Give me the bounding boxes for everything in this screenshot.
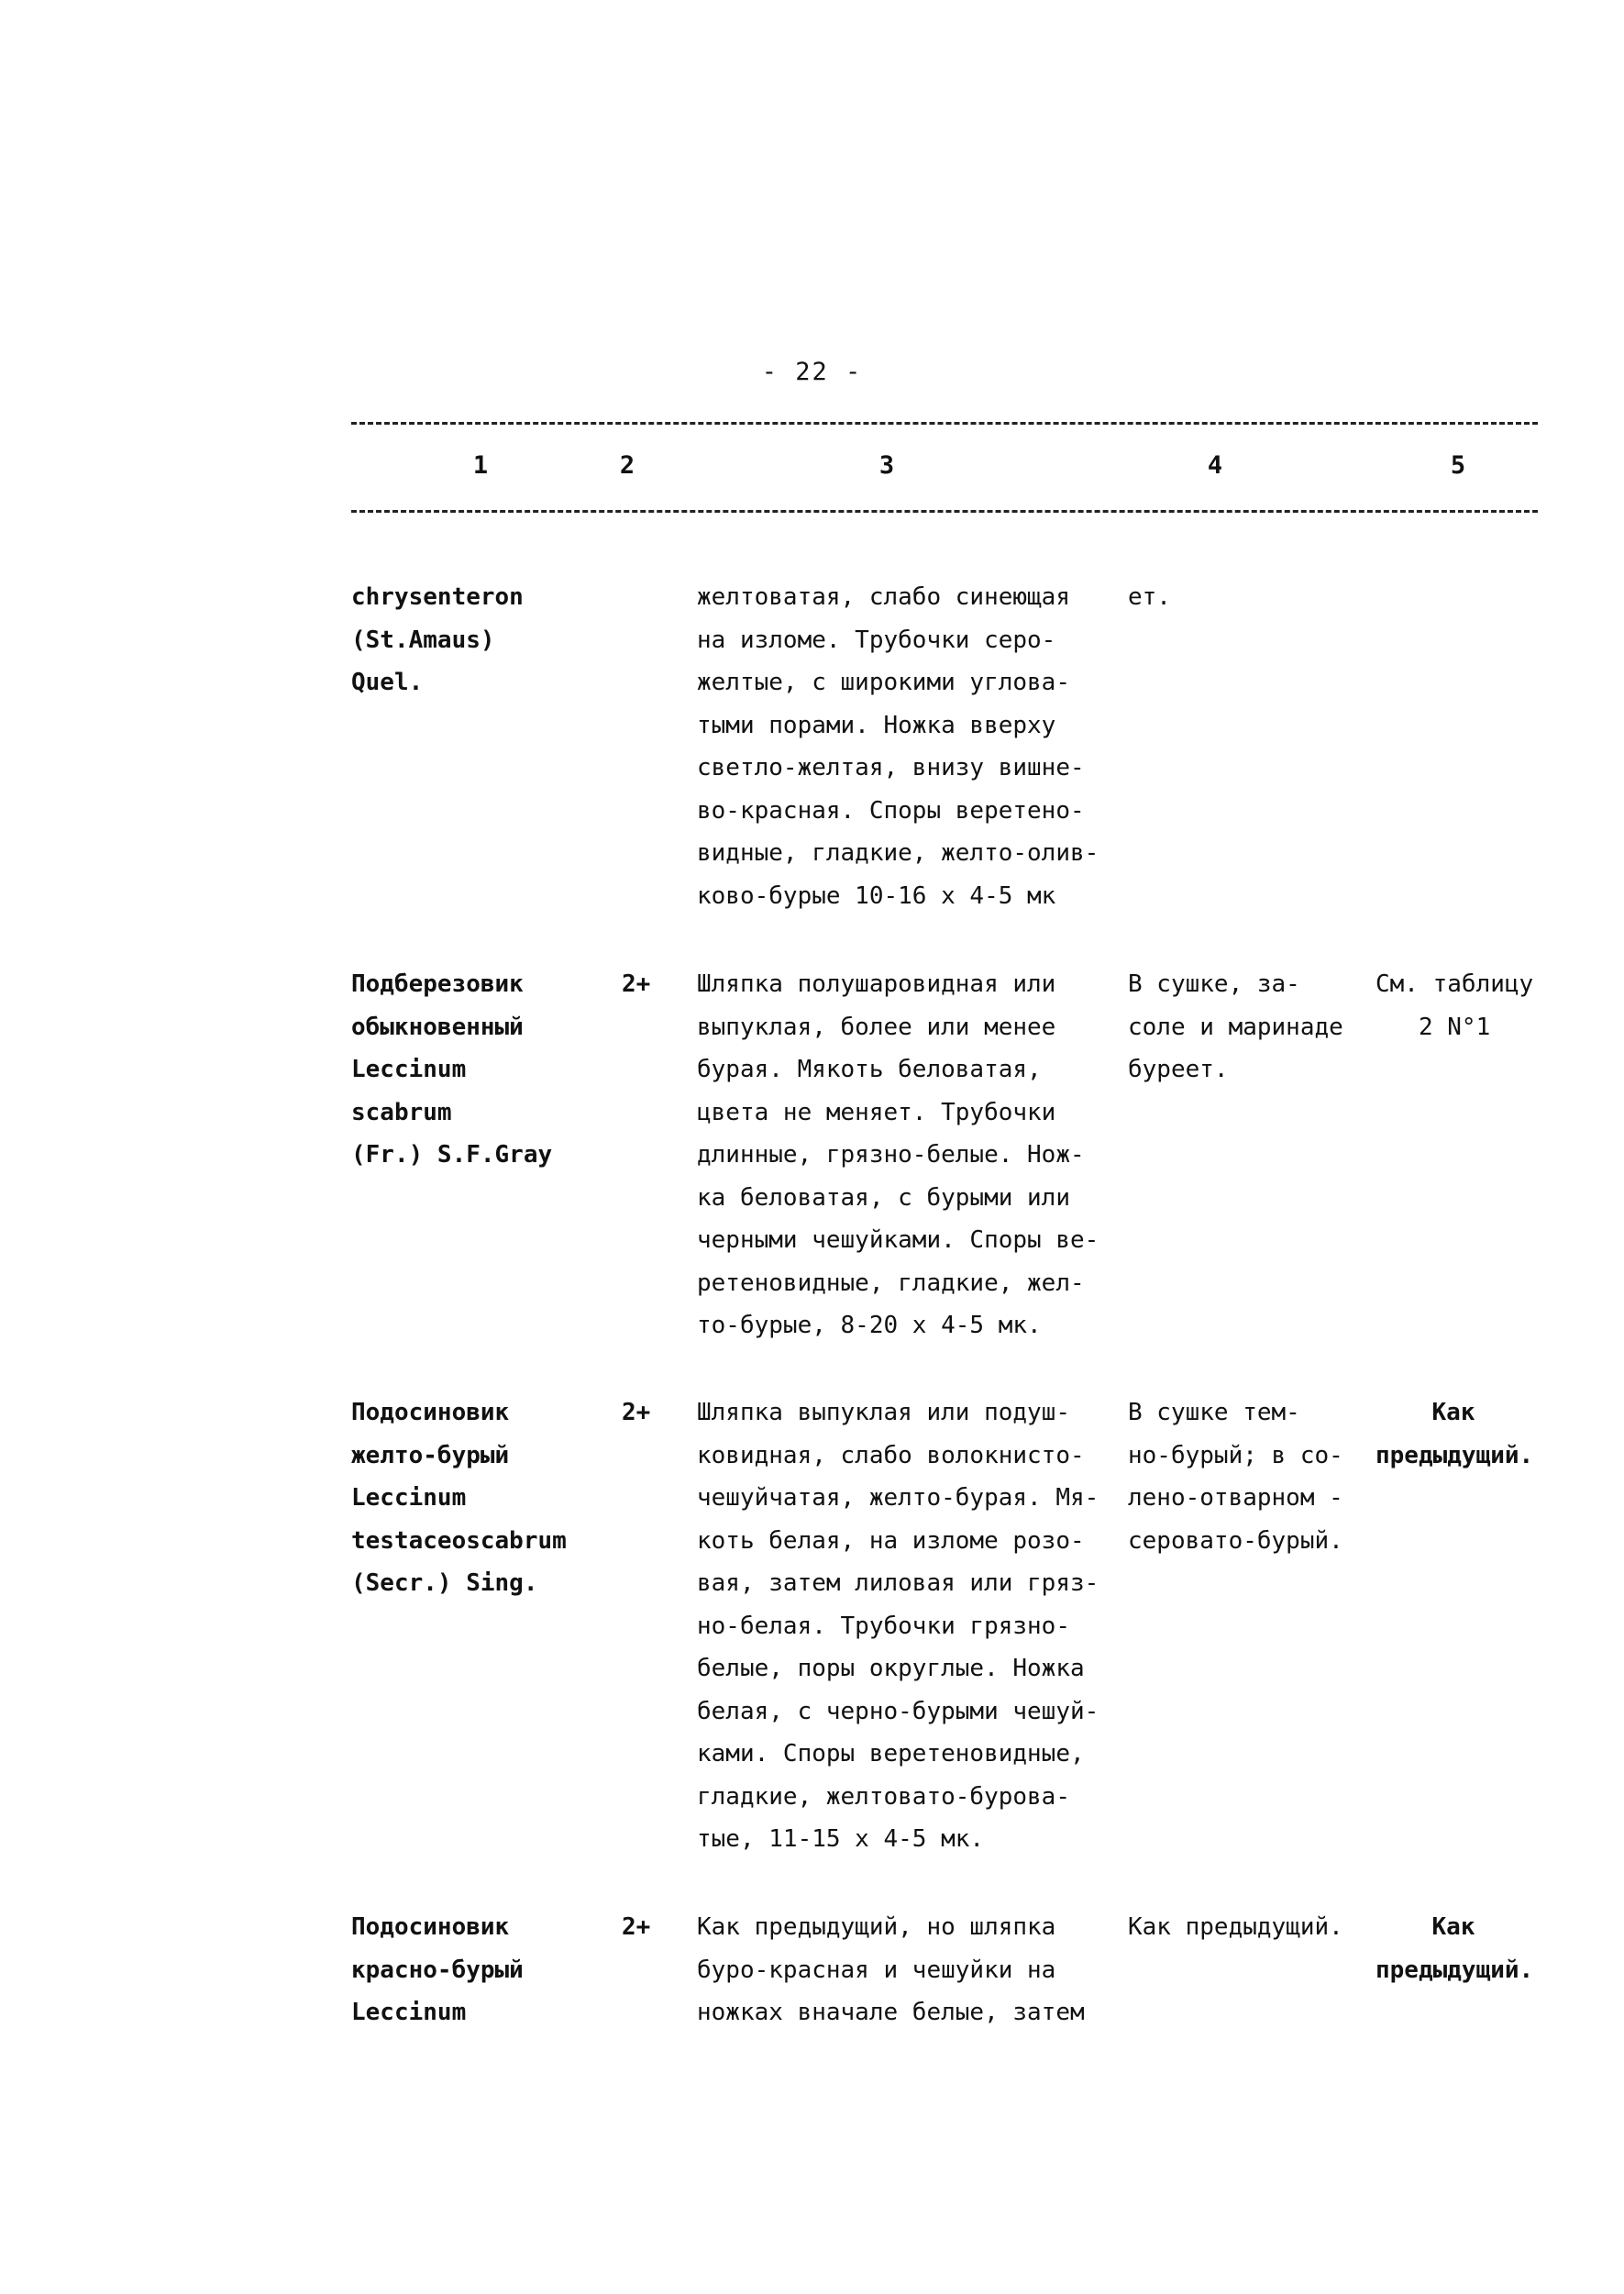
description-cell — [697, 963, 1099, 1347]
reference-line: Как — [1431, 1399, 1475, 1426]
column-header-4: 4 — [1207, 451, 1223, 480]
page-number: - 22 - — [761, 358, 863, 386]
description-line: черными чешуйками. Споры ве- — [697, 1226, 1099, 1254]
description-line: цвета не меняет. Трубочки — [697, 1098, 1056, 1126]
description-line: ка беловатая, с бурыми или — [697, 1183, 1070, 1212]
description-line: но-белая. Трубочки грязно- — [697, 1612, 1070, 1640]
species-name-line: scabrum — [351, 1098, 452, 1126]
description-line: ковидная, слабо волокнисто- — [697, 1441, 1085, 1469]
description-line: то-бурые, 8-20 x 4-5 мк. — [697, 1312, 1042, 1339]
processing-note-line: серовато-бурый. — [1128, 1526, 1343, 1555]
description-line: ножках вначале белые, затем — [697, 1999, 1085, 2026]
reference-line: Как — [1431, 1913, 1475, 1941]
description-line: гладкие, желтовато-бурова- — [697, 1782, 1070, 1811]
species-name-line: красно-бурый — [351, 1956, 524, 1984]
reference-cell — [1375, 1391, 1534, 1477]
description-line: ретеновидные, гладкие, жел- — [697, 1269, 1085, 1297]
description-line: на изломе. Трубочки серо- — [697, 626, 1056, 654]
reference-cell — [1375, 963, 1533, 1048]
species-name-cell — [351, 963, 552, 1177]
description-line: Как предыдущий, но шляпка — [697, 1913, 1056, 1941]
species-name-cell — [351, 576, 524, 704]
processing-note-cell — [1128, 1906, 1343, 1949]
description-line: Шляпка выпуклая или подуш- — [697, 1399, 1070, 1426]
processing-note-line: В сушке, за- — [1128, 970, 1300, 998]
reference-line: предыдущий. — [1375, 1956, 1534, 1984]
species-name-line: testaceoscabrum — [351, 1526, 567, 1555]
processing-note-line: но-бурый; в со- — [1128, 1441, 1343, 1469]
description-line: во-красная. Споры веретено- — [697, 796, 1085, 825]
description-cell — [697, 1391, 1099, 1861]
description-line: вая, затем лиловая или гряз- — [697, 1569, 1099, 1597]
processing-note-line: соле и маринаде — [1128, 1013, 1343, 1041]
category-cell: 2+ — [622, 1913, 651, 1941]
description-cell — [697, 576, 1099, 917]
processing-note-cell — [1128, 576, 1171, 619]
table-header-top-rule — [351, 422, 1538, 425]
species-name-line: (St.Amaus) — [351, 626, 495, 654]
species-name-cell — [351, 1391, 567, 1605]
description-line: тые, 11-15 x 4-5 мк. — [697, 1825, 985, 1853]
description-line: желтоватая, слабо синеющая — [697, 583, 1070, 611]
processing-note-line: Как предыдущий. — [1128, 1913, 1343, 1941]
species-name-line: Подосиновик — [351, 1913, 510, 1941]
category-cell: 2+ — [622, 1399, 651, 1426]
description-line: видные, гладкие, желто-олив- — [697, 839, 1099, 867]
species-name-line: желто-бурый — [351, 1441, 510, 1469]
species-name-line: Leccinum — [351, 1484, 467, 1512]
reference-line: См. таблицу — [1375, 970, 1534, 998]
description-line: чешуйчатая, желто-бурая. Мя- — [697, 1484, 1099, 1512]
processing-note-line: лено-отварном - — [1128, 1484, 1343, 1512]
description-line: светло-желтая, внизу вишне- — [697, 754, 1085, 781]
description-line: белая, с черно-бурыми чешуй- — [697, 1697, 1099, 1725]
description-line: желтые, с широкими углова- — [697, 669, 1070, 696]
species-name-line: (Secr.) Sing. — [351, 1569, 538, 1597]
reference-line: 2 N°1 — [1418, 1013, 1491, 1041]
description-line: ково-бурые 10-16 x 4-5 мк — [697, 881, 1056, 910]
table-header-bottom-rule — [351, 510, 1538, 513]
species-name-line: Leccinum — [351, 1999, 467, 2026]
description-line: ками. Споры веретеновидные, — [697, 1740, 1085, 1768]
species-name-line: Leccinum — [351, 1056, 467, 1083]
processing-note-line: В сушке тем- — [1128, 1399, 1300, 1426]
species-name-line: Подосиновик — [351, 1399, 510, 1426]
processing-note-line: ет. — [1128, 583, 1171, 611]
description-line: бурая. Мякоть беловатая, — [697, 1056, 1042, 1083]
column-header-5: 5 — [1450, 451, 1466, 480]
description-line: длинные, грязно-белые. Нож- — [697, 1141, 1085, 1169]
category-cell: 2+ — [622, 970, 651, 998]
column-header-3: 3 — [878, 451, 895, 480]
description-line: коть белая, на изломе розо- — [697, 1526, 1085, 1555]
description-cell — [697, 1906, 1085, 2034]
description-line: выпуклая, более или менее — [697, 1013, 1056, 1041]
reference-line: предыдущий. — [1375, 1441, 1534, 1469]
description-line: белые, поры округлые. Ножка — [697, 1655, 1085, 1682]
species-name-line: Подберезовик — [351, 970, 524, 998]
species-name-line: обыкновенный — [351, 1013, 524, 1041]
processing-note-line: буреет. — [1128, 1056, 1229, 1083]
description-line: тыми порами. Ножка вверху — [697, 711, 1056, 739]
column-header-2: 2 — [619, 451, 635, 480]
species-name-line: chrysenteron — [351, 583, 524, 611]
processing-note-cell — [1128, 1391, 1343, 1562]
species-name-line: (Fr.) S.F.Gray — [351, 1141, 553, 1169]
reference-cell — [1375, 1906, 1534, 1991]
processing-note-cell — [1128, 963, 1343, 1092]
species-name-cell — [351, 1906, 524, 2034]
column-header-1: 1 — [472, 451, 489, 480]
species-name-line: Quel. — [351, 669, 424, 696]
description-line: буро-красная и чешуйки на — [697, 1956, 1056, 1984]
description-line: Шляпка полушаровидная или — [697, 970, 1056, 998]
